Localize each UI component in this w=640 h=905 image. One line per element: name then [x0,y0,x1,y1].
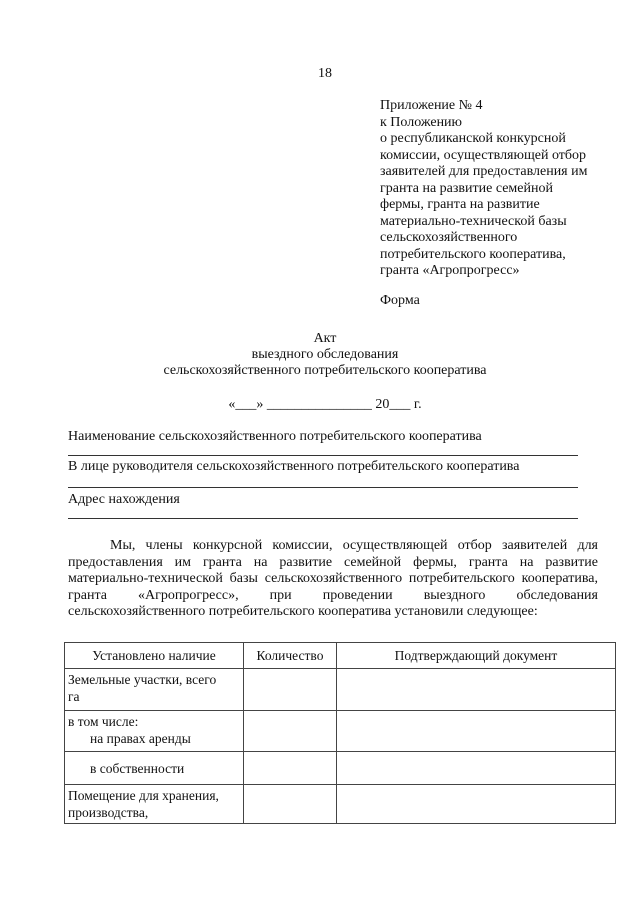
findings-table [64,642,616,824]
appendix-line: о республиканской конкурсной [380,131,566,146]
appendix-line: комиссии, осуществляющей отбор [380,147,586,163]
table-header-row [65,643,616,669]
table-row [65,711,616,752]
row-label [65,785,244,824]
act-subtitle: выездного обследования [251,347,399,362]
row-unit: га [68,689,80,704]
date-line: «___» _______________ 20___ г. [228,397,422,412]
page-number: 18 [318,66,332,81]
paragraph-text: Мы, члены конкурсной комиссии, осуществляющей отбор заявителей для предоставления им гранта на развитие семейной фермы, гранта на развитие материально-технической базы сельскохозяйственного потребительского кооператива, гранта «Агропрогресс», при проведении выездного обследования сельскохозяйственного потребительского кооператива установили следующее: [68,538,598,620]
appendix-header [380,98,587,280]
row-label-text: в собственности [90,760,185,776]
form-label: Форма [380,293,420,308]
row-label [65,711,244,752]
field-name-line[interactable] [68,455,578,456]
table-row [65,785,616,824]
document-cell[interactable] [337,711,616,752]
appendix-line: потребительского кооператива, [380,246,566,262]
column-header: Установлено наличие [65,643,244,669]
field-address-line[interactable] [68,518,578,519]
row-label-text: Земельные участки, всего [68,672,217,687]
field-head-label: В лице руководителя сельскохозяйственного потребительского кооператива [68,459,520,474]
appendix-line: к Положению [380,114,463,130]
table-row [65,752,616,785]
row-label-text: производства, [68,805,149,820]
act-subtitle: сельскохозяйственного потребительского кооператива [163,363,487,378]
document-cell[interactable] [337,785,616,824]
document-cell[interactable] [337,752,616,785]
field-address-label: Адрес нахождения [68,492,180,507]
row-label-text: в том числе: [68,714,139,729]
act-title: Акт [313,331,337,346]
column-header: Количество [244,643,337,669]
quantity-cell[interactable] [244,669,337,711]
appendix-line: заявителей для предоставления им [380,164,588,179]
table-row [65,669,616,711]
row-label [65,669,244,711]
row-label [65,752,244,785]
appendix-line: фермы, гранта на развитие [380,197,540,212]
field-head-line[interactable] [68,487,578,488]
quantity-cell[interactable] [244,711,337,752]
appendix-line: сельскохозяйственного [380,230,518,245]
statement-paragraph [68,538,598,621]
quantity-cell[interactable] [244,785,337,824]
appendix-line: Приложение № 4 [380,98,483,113]
column-header: Подтверждающий документ [337,643,616,669]
field-name-label: Наименование сельскохозяйственного потребительского кооператива [68,429,482,444]
document-cell[interactable] [337,669,616,711]
row-label-text: на правах аренды [90,731,191,746]
quantity-cell[interactable] [244,752,337,785]
row-label-text: Помещение для хранения, [68,788,219,803]
appendix-line: материально-технической базы [380,213,567,229]
appendix-line: гранта на развитие семейной [380,180,553,196]
appendix-line: гранта «Агропрогресс» [380,263,520,278]
